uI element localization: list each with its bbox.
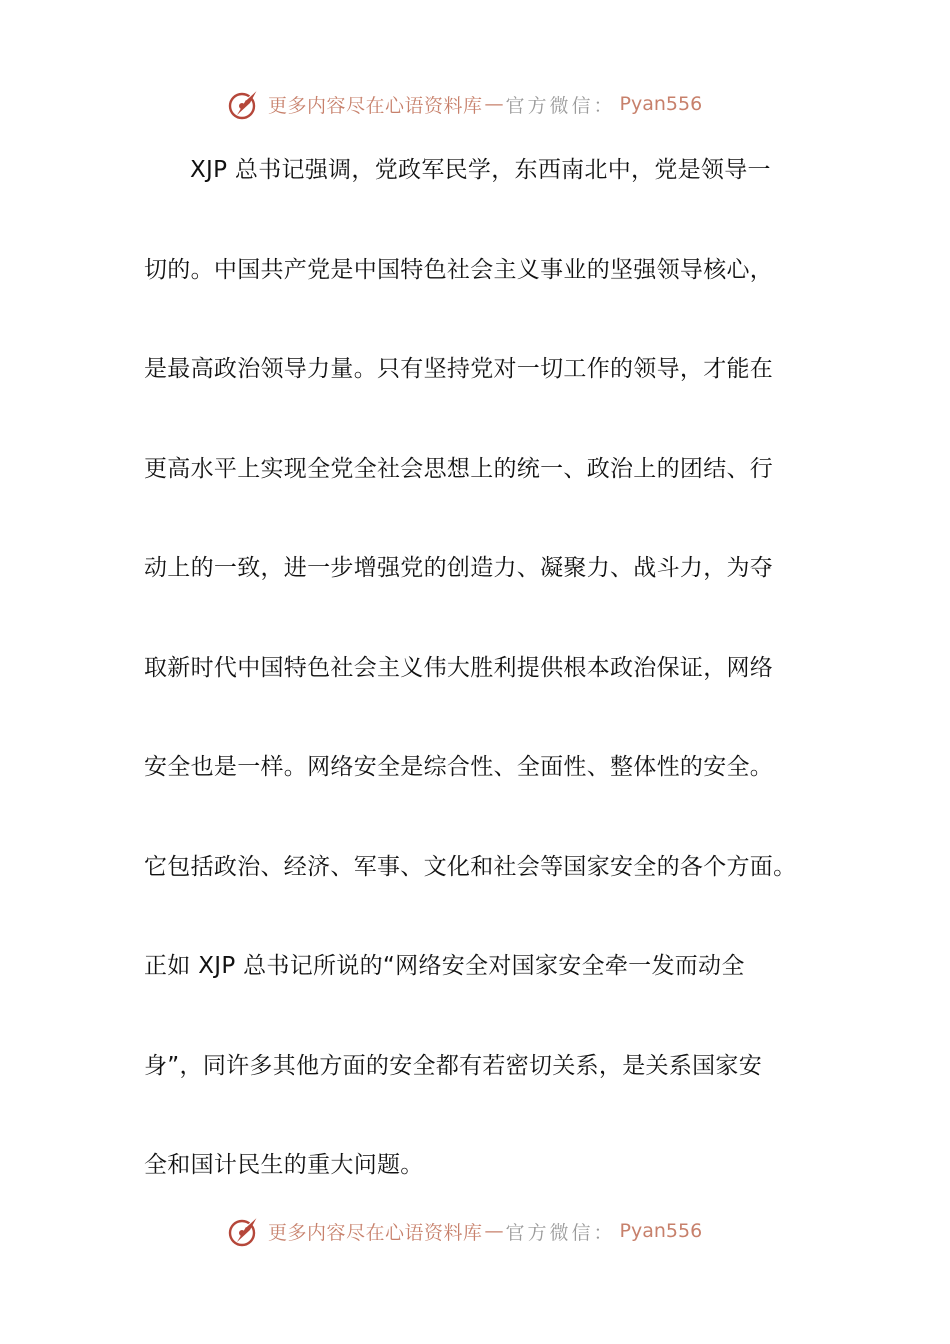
body-line: 更高水平上实现全党全社会思想上的统一、政治上的团结、行 <box>144 456 774 482</box>
watermark-dash: — <box>484 1220 504 1242</box>
body-line: 它包括政治、经济、军事、文化和社会等国家安全的各个方面。 <box>144 854 797 880</box>
wechat-id: Pyan556 <box>619 93 703 115</box>
quill-logo-icon <box>226 86 262 122</box>
body-line: 切的。中国共产党是中国特色社会主义事业的坚强领导核心， <box>144 257 774 283</box>
body-line: 安全也是一样。网络安全是综合性、全面性、整体性的安全。 <box>144 754 774 780</box>
body-line: XJP 总书记强调，党政军民学，东西南北中，党是领导一 <box>190 157 771 183</box>
header-watermark <box>226 84 702 124</box>
body-line: 取新时代中国特色社会主义伟大胜利提供根本政治保证，网络 <box>144 655 774 681</box>
body-line: 全和国计民生的重大问题。 <box>144 1152 424 1178</box>
body-line: 身”，同许多其他方面的安全都有若密切关系，是关系国家安 <box>144 1053 763 1079</box>
watermark-dash: — <box>484 93 504 115</box>
footer-watermark <box>226 1211 702 1251</box>
body-line: 动上的一致，进一步增强党的创造力、凝聚力、战斗力，为夺 <box>144 555 774 581</box>
body-line: 正如 XJP 总书记所说的“网络安全对国家安全牵一发而动全 <box>144 953 745 979</box>
wechat-label: 官方微信： <box>505 1221 616 1244</box>
watermark-text: 更多内容尽在心语资料库 <box>268 94 483 117</box>
wechat-label: 官方微信： <box>505 94 616 117</box>
wechat-id: Pyan556 <box>619 1220 703 1242</box>
body-line: 是最高政治领导力量。只有坚持党对一切工作的领导，才能在 <box>144 356 774 382</box>
quill-logo-icon <box>226 1213 262 1249</box>
watermark-text: 更多内容尽在心语资料库 <box>268 1221 483 1244</box>
